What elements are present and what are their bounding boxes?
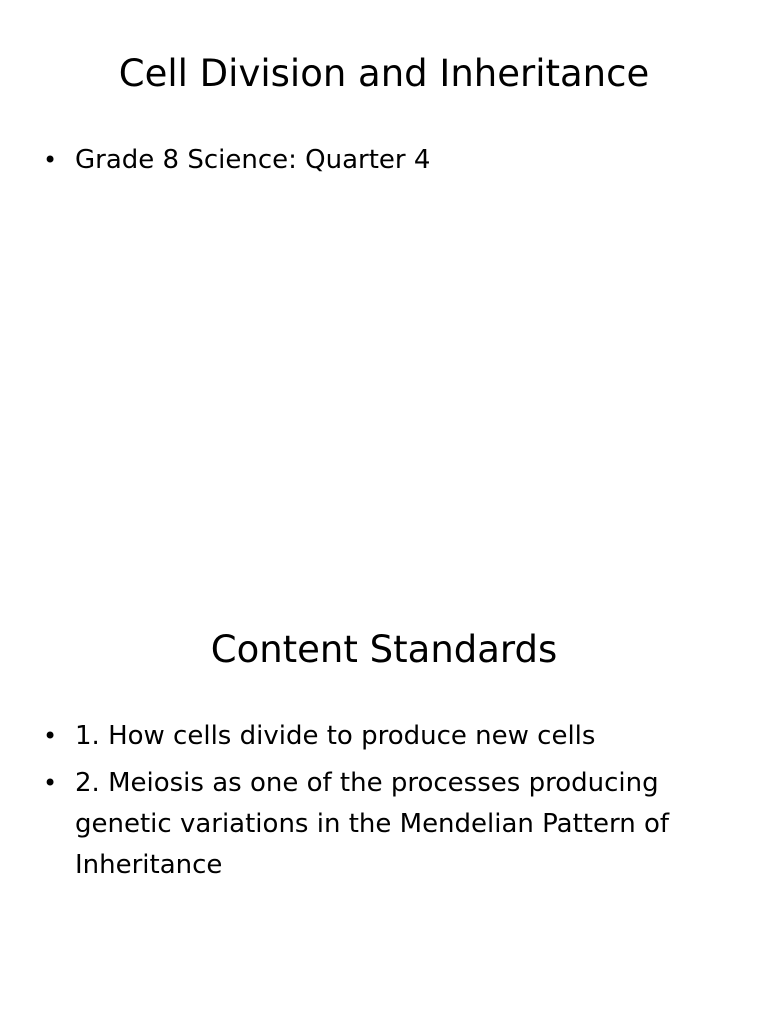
bullet-text: Grade 8 Science: Quarter 4: [75, 145, 431, 175]
slide-2: [0, 576, 768, 1024]
bullet-icon: •: [43, 769, 58, 797]
bullet-text: 2. Meiosis as one of the processes producing genetic variations in the Mendelian Pattern of Inheritance: [75, 768, 670, 880]
bullet-list: [40, 140, 730, 187]
bullet-list: [40, 716, 730, 892]
list-item: [40, 140, 730, 181]
bullet-icon: •: [43, 146, 58, 174]
slide-title: Content Standards: [210, 628, 558, 671]
bullet-icon: •: [43, 722, 58, 750]
slide-title: Cell Division and Inheritance: [118, 52, 650, 95]
list-item: [40, 763, 730, 886]
bullet-text: 1. How cells divide to produce new cells: [75, 721, 596, 751]
list-item: [40, 716, 730, 757]
